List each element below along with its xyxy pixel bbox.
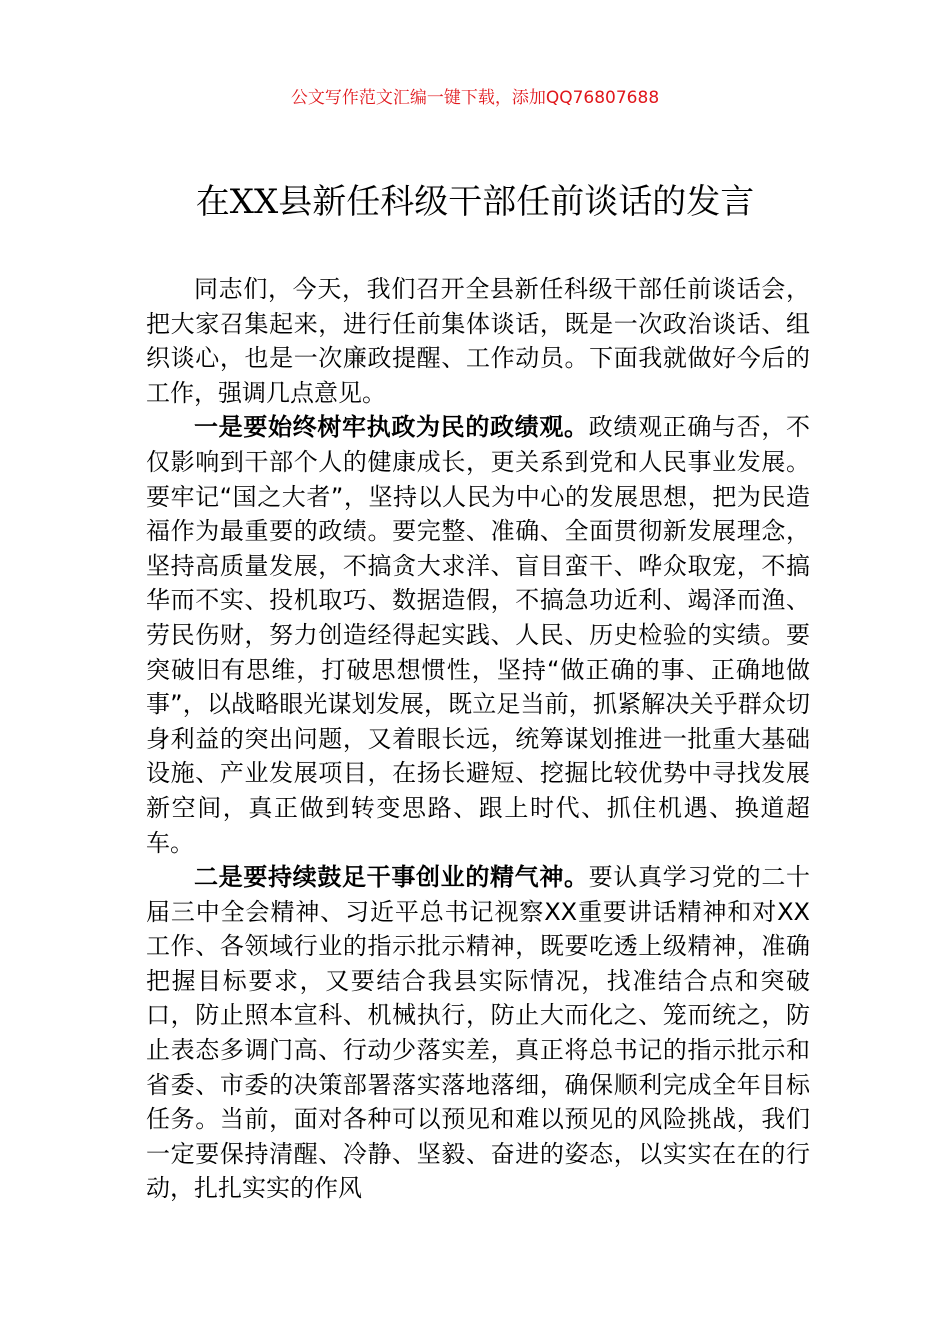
paragraph-point-one (146, 410, 810, 860)
paragraph-lead: 二是要持续鼓足干事创业的精气神。 (194, 863, 589, 892)
paragraph-text: 政绩观正确与否，不仅影响到干部个人的健康成长，更关系到党和人民事业发展。要牢记“国之大者”，坚持以人民为中心的发展思想，把为民造福作为最重要的政绩。要完整、准确、全面贯彻新发展理念，坚持高质量发展，不搞贪大求洋、盲目蛮干、哗众取宠，不搞华而不实、投机取巧、数据造假，不搞急功近利、竭泽而渔、劳民伤财，努力创造经得起实践、人民、历史检验的实绩。要突破旧有思维，打破思想惯性，坚持“做正确的事、正确地做事”，以战略眼光谋划发展，既立足当前，抓紧解决关乎群众切身利益的突出问题，又着眼长远，统筹谋划推进一批重大基础设施、产业发展项目，在扬长避短、挖掘比较优势中寻找发展新空间，真正做到转变思路、跟上时代、抓住机遇、换道超车。 (146, 413, 811, 857)
paragraph-lead: 一是要始终树牢执政为民的政绩观。 (194, 413, 589, 442)
paragraph-point-two (146, 860, 810, 1206)
document-title: 在XX县新任科级干部任前谈话的发言 (195, 182, 755, 222)
paragraph-text: 同志们，今天，我们召开全县新任科级干部任前谈话会，把大家召集起来，进行任前集体谈话，既是一次政治谈话、组织谈心，也是一次廉政提醒、工作动员。下面我就做好今后的工作，强调几点意见。 (146, 275, 810, 407)
document-body (146, 272, 810, 1206)
paragraph-opening (146, 272, 810, 410)
download-notice: 公文写作范文汇编一键下载，添加QQ76807688 (290, 88, 660, 108)
paragraph-text: 要认真学习党的二十届三中全会精神、习近平总书记视察XX重要讲话精神和对XX工作、各领域行业的指示批示精神，既要吃透上级精神，准确把握目标要求，又要结合我县实际情况，找准结合点和突破口，防止照本宣科、机械执行，防止大而化之、笼而统之，防止表态多调门高、行动少落实差，真正将总书记的指示批示和省委、市委的决策部署落实落地落细，确保顺利完成全年目标任务。当前，面对各种可以预见和难以预见的风险挑战，我们一定要保持清醒、冷静、坚毅、奋进的姿态，以实实在在的行动，扎扎实实的作风 (146, 863, 811, 1203)
